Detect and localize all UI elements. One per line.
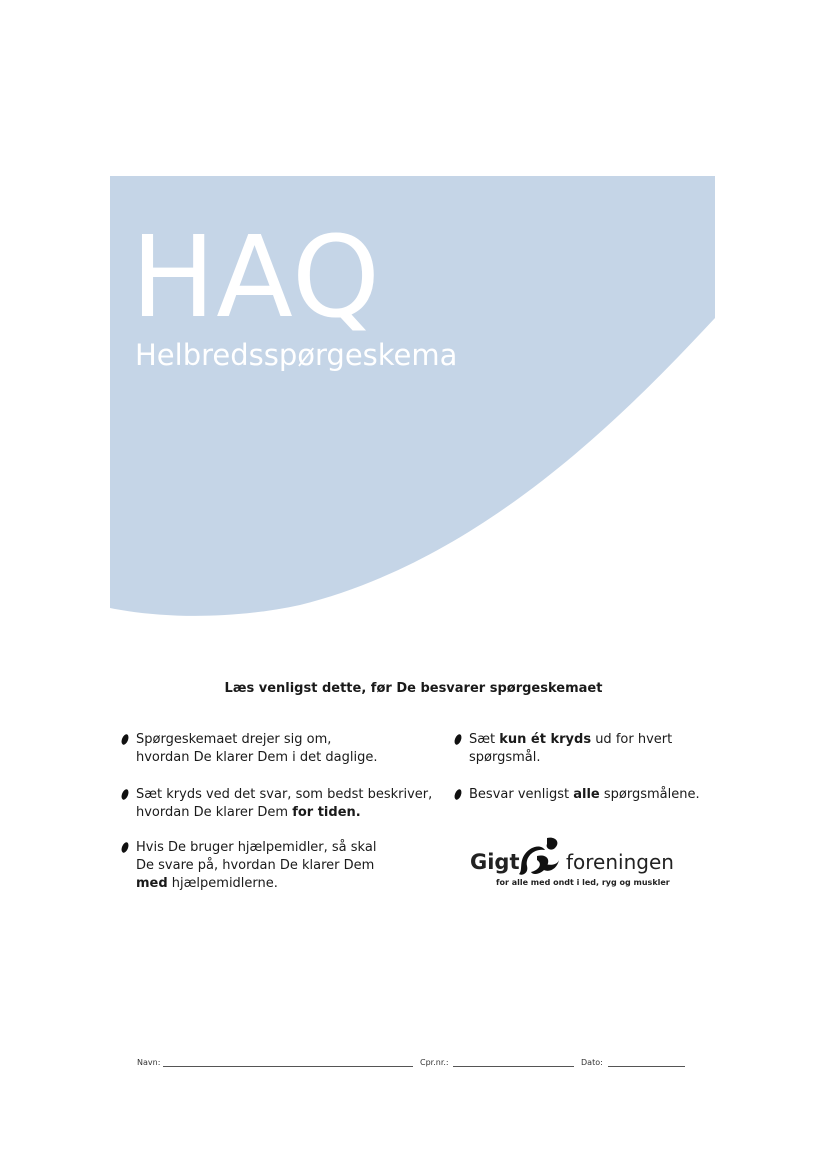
instruction-item-1 [136,731,377,767]
date-field-label: Dato: [581,1058,603,1067]
instruction-emphasis: alle [573,787,600,802]
logo-name-part1: Gigt [470,850,520,874]
cpr-field-line[interactable] [453,1066,574,1067]
instruction-text: hjælpemidlerne. [167,876,278,891]
instruction-text: spørgsmål. [469,750,541,765]
instruction-text: Sæt kryds ved det svar, som bedst beskriver, [136,787,433,802]
instruction-text: De svare på, hvordan De klarer Dem [136,858,375,873]
cover-subtitle: Helbredsspørgeskema [135,338,458,372]
instruction-text: Hvis De bruger hjælpemidler, så skal [136,840,377,855]
cover-title: HAQ [131,213,382,343]
gigtforeningen-logo [470,836,674,894]
instruction-item-4 [469,731,672,767]
instruction-emphasis: for tiden. [292,805,361,820]
instruction-text: Spørgeskemaet drejer sig om, [136,732,332,747]
logo-name-part2: foreningen [566,850,674,874]
instruction-text: spørgsmålene. [599,787,700,802]
instruction-item-2 [136,786,432,822]
name-field-line[interactable] [163,1066,413,1067]
instruction-text: ud for hvert [591,732,673,747]
instruction-item-5 [469,786,700,804]
date-field-line[interactable] [608,1066,685,1067]
cpr-field-label: Cpr.nr.: [420,1058,449,1067]
logo-tagline: for alle med ondt i led, ryg og muskler [496,878,670,887]
instruction-text: hvordan De klarer Dem i det daglige. [136,750,378,765]
running-figure-icon [517,836,561,878]
instructions-heading: Læs venligst dette, før De besvarer spørgeskemaet [224,681,603,696]
name-field-label: Navn: [137,1058,161,1067]
instruction-text: Besvar venligst [469,787,574,802]
instruction-text: Sæt [469,732,500,747]
instruction-emphasis: kun ét kryds [499,732,592,747]
instruction-text: hvordan De klarer Dem [136,805,293,820]
instruction-emphasis: med [136,876,168,891]
instruction-item-3 [136,839,376,893]
